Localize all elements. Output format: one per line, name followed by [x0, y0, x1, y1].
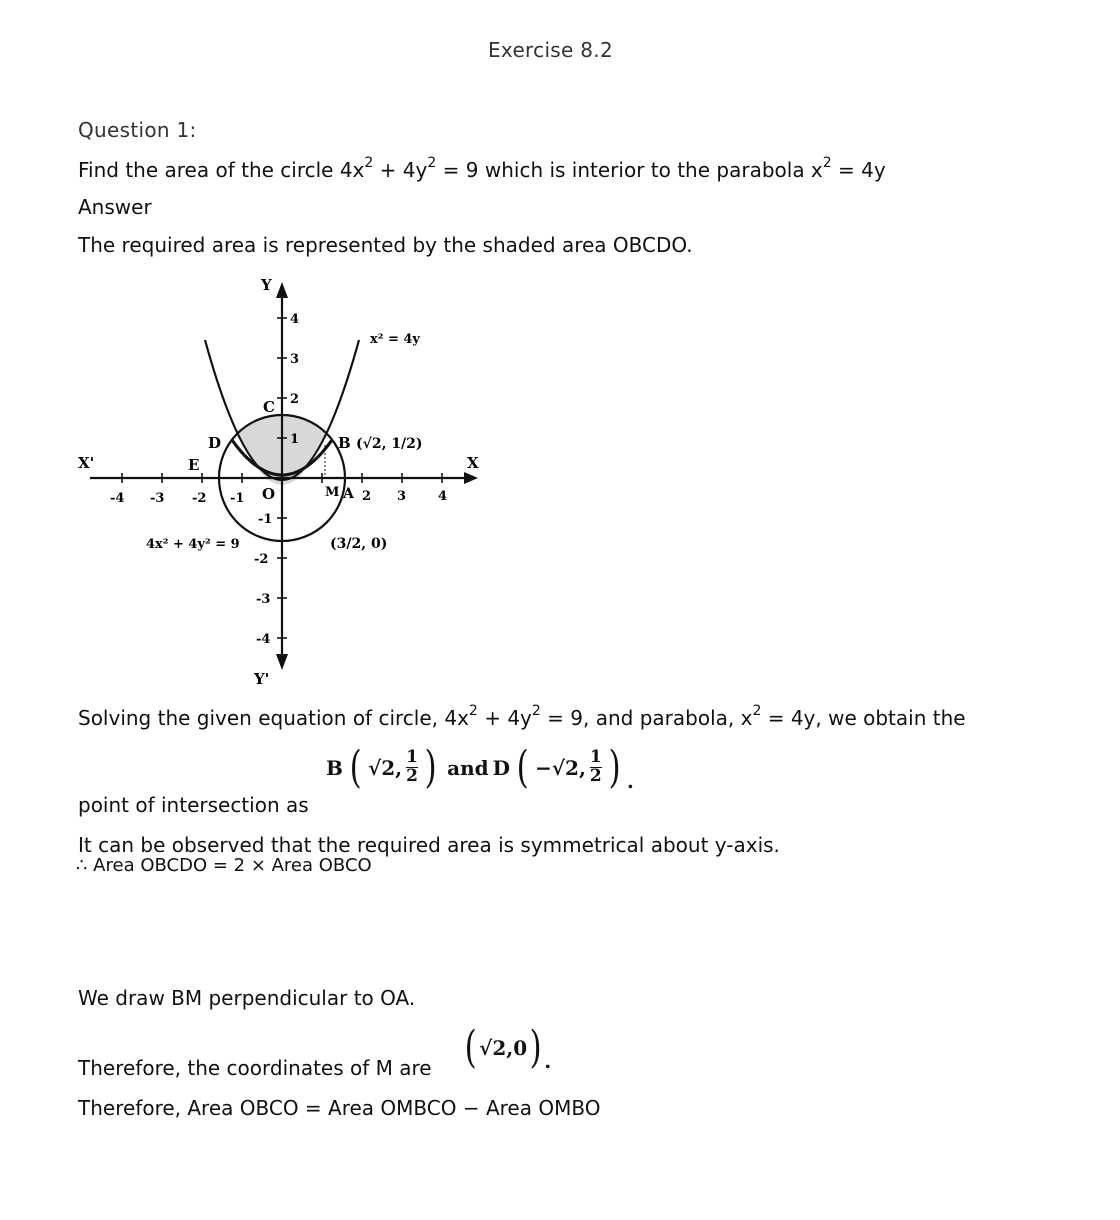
y-tick-label: -1 [258, 512, 273, 527]
point-label-m: M [325, 485, 340, 500]
x-tick-label: 2 [362, 489, 372, 504]
x-tick-label: -1 [230, 491, 245, 506]
intersection-points: B ( √2, $\frac{1}{2}$ ) and D ( −√2, $\frac{1}{2}$ ) . [326, 742, 634, 793]
m-coords-value: ( √2,0 ) . [464, 1022, 552, 1073]
parabola-label: x² = 4y [370, 332, 420, 347]
coord-b-label: (√2, 1/2) [356, 436, 423, 452]
y-tick-label: 1 [290, 432, 300, 447]
symmetry-text: It can be observed that the required area is symmetrical about y-axis. [78, 833, 780, 857]
y-tick-label: -4 [256, 632, 271, 647]
y-axis-label: Y [261, 276, 272, 294]
y-tick-label: -3 [256, 592, 271, 607]
answer-intro: The required area is represented by the shaded area OBCDO. [78, 233, 693, 257]
intersection-text: point of intersection as [78, 793, 309, 817]
y-tick-label: 4 [290, 312, 300, 327]
solving-text: Solving the given equation of circle, $4x^2 + 4y^2 = 9$, and parabola, $x^2 = 4y$, we obtain the [78, 703, 966, 730]
answer-label: Answer [78, 195, 152, 219]
y-tick-label: 3 [290, 352, 300, 367]
period: . [626, 769, 634, 793]
x-tick-label: -2 [192, 491, 207, 506]
x-tick-label: 3 [397, 489, 407, 504]
b-x-coord: √2, [368, 755, 403, 780]
x-tick-label: -4 [110, 491, 125, 506]
area-relation: ∴ Area OBCDO = 2 × Area OBCO [76, 855, 372, 876]
x-axis-arrow [464, 472, 478, 484]
point-label-d: D [208, 434, 222, 452]
circle-label: 4x² + 4y² = 9 [146, 537, 240, 552]
point-d-letter: D [492, 755, 510, 780]
x-axis-label: X [467, 454, 479, 472]
y-axis-arrow-bottom [276, 654, 288, 670]
exercise-title: Exercise 8.2 [488, 38, 613, 62]
origin-label: O [262, 485, 276, 503]
question-label: Question 1: [78, 118, 197, 142]
x-tick-label: 4 [438, 489, 448, 504]
coord-a-label: (3/2, 0) [330, 536, 388, 552]
x-prime-label: X' [78, 454, 95, 472]
x-tick-label: -3 [150, 491, 165, 506]
question-text: Find the area of the circle $4x^2 + 4y^2 = 9$ which is interior to the parabola $x^2 = 4y$ [78, 155, 886, 182]
b-y-fraction: $\frac{1}{2}$ [406, 747, 418, 786]
point-b-letter: B [326, 755, 343, 780]
y-tick-label: -2 [254, 552, 269, 567]
d-x-coord: −√2, [535, 755, 586, 780]
y-prime-label: Y' [254, 670, 270, 688]
point-label-c: C [263, 398, 275, 416]
point-label-a: A [343, 486, 354, 502]
perpendicular-text: We draw BM perpendicular to OA. [78, 986, 416, 1010]
and-word: and [447, 755, 489, 780]
y-tick-label: 2 [290, 392, 300, 407]
point-label-e: E [188, 456, 200, 474]
final-text: Therefore, Area OBCO = Area OMBCO − Area OMBO [78, 1096, 601, 1120]
point-label-b: B [338, 434, 351, 452]
y-axis-arrow-top [276, 282, 288, 298]
d-y-fraction: $\frac{1}{2}$ [589, 747, 602, 786]
area-figure [60, 270, 500, 690]
m-coords-text: Therefore, the coordinates of M are [78, 1056, 432, 1080]
